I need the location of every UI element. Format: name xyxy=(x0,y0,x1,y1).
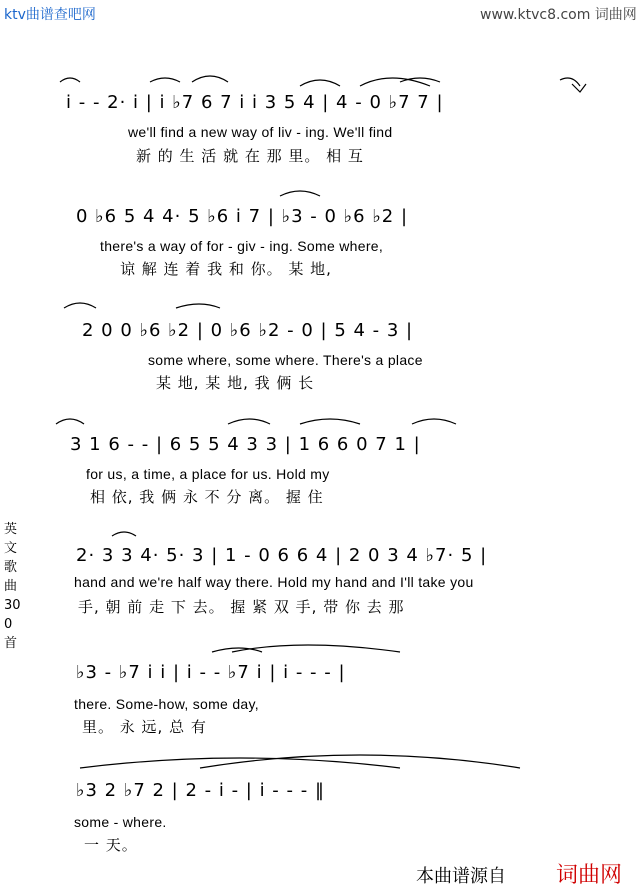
lyrics-english: we'll find a new way of liv - ing. We'll find xyxy=(128,124,393,140)
watermark-top-right: www.ktvc8.com 词曲网 xyxy=(480,7,637,23)
side-title: 英文歌曲300首 xyxy=(4,522,21,651)
lyrics-english: hand and we're half way there. Hold my hand and I'll take you xyxy=(74,574,474,590)
lyrics-chinese: 谅 解 连 着 我 和 你。 某 地, xyxy=(120,260,332,278)
brand-logo: 词曲网 xyxy=(556,863,623,888)
notation-line: 0 ♭6 5 4 4· 5 ♭6 i 7 | ♭3 - 0 ♭6 ♭2 | xyxy=(76,206,409,227)
lyrics-chinese: 一 天。 xyxy=(84,836,138,854)
lyrics-english: for us, a time, a place for us. Hold my xyxy=(86,466,330,482)
lyrics-english: there's a way of for - giv - ing. Some where, xyxy=(100,238,384,254)
notation-line: ♭3 - ♭7 i i | i - - ♭7 i | i - - - | xyxy=(76,662,346,683)
lyrics-chinese: 某 地, 某 地, 我 俩 长 xyxy=(156,374,315,392)
lyrics-english: some where, some where. There's a place xyxy=(148,352,423,368)
lyrics-chinese: 手, 朝 前 走 下 去。 握 紧 双 手, 带 你 去 那 xyxy=(78,598,405,616)
notation-line: 2 0 0 ♭6 ♭2 | 0 ♭6 ♭2 - 0 | 5 4 - 3 | xyxy=(82,320,414,341)
lyrics-chinese: 新 的 生 活 就 在 那 里。 相 互 xyxy=(136,147,364,165)
source-label: 本曲谱源自 xyxy=(416,866,506,887)
notation-line: i - - 2· i | i ♭7 6 7 i i 3 5 4 | 4 - 0 ♭7 7 | xyxy=(66,92,444,113)
watermark-top-left: ktv曲谱查吧网 xyxy=(4,7,96,23)
notation-line: 2· 3 3 4· 5· 3 | 1 - 0 6 6 4 | 2 0 3 4 ♭7· 5 | xyxy=(76,545,488,566)
notation-line: 3 1 6 - - | 6 5 5 4 3 3 | 1 6 6 0 7 1 | xyxy=(70,434,421,455)
lyrics-chinese: 里。 永 远, 总 有 xyxy=(82,718,207,736)
lyrics-chinese: 相 依, 我 俩 永 不 分 离。 握 住 xyxy=(90,488,324,506)
notation-line: ♭3 2 ♭7 2 | 2 - i - | i - - - ‖ xyxy=(76,780,325,801)
lyrics-english: some - where. xyxy=(74,814,167,830)
lyrics-english: there. Some-how, some day, xyxy=(74,696,259,712)
